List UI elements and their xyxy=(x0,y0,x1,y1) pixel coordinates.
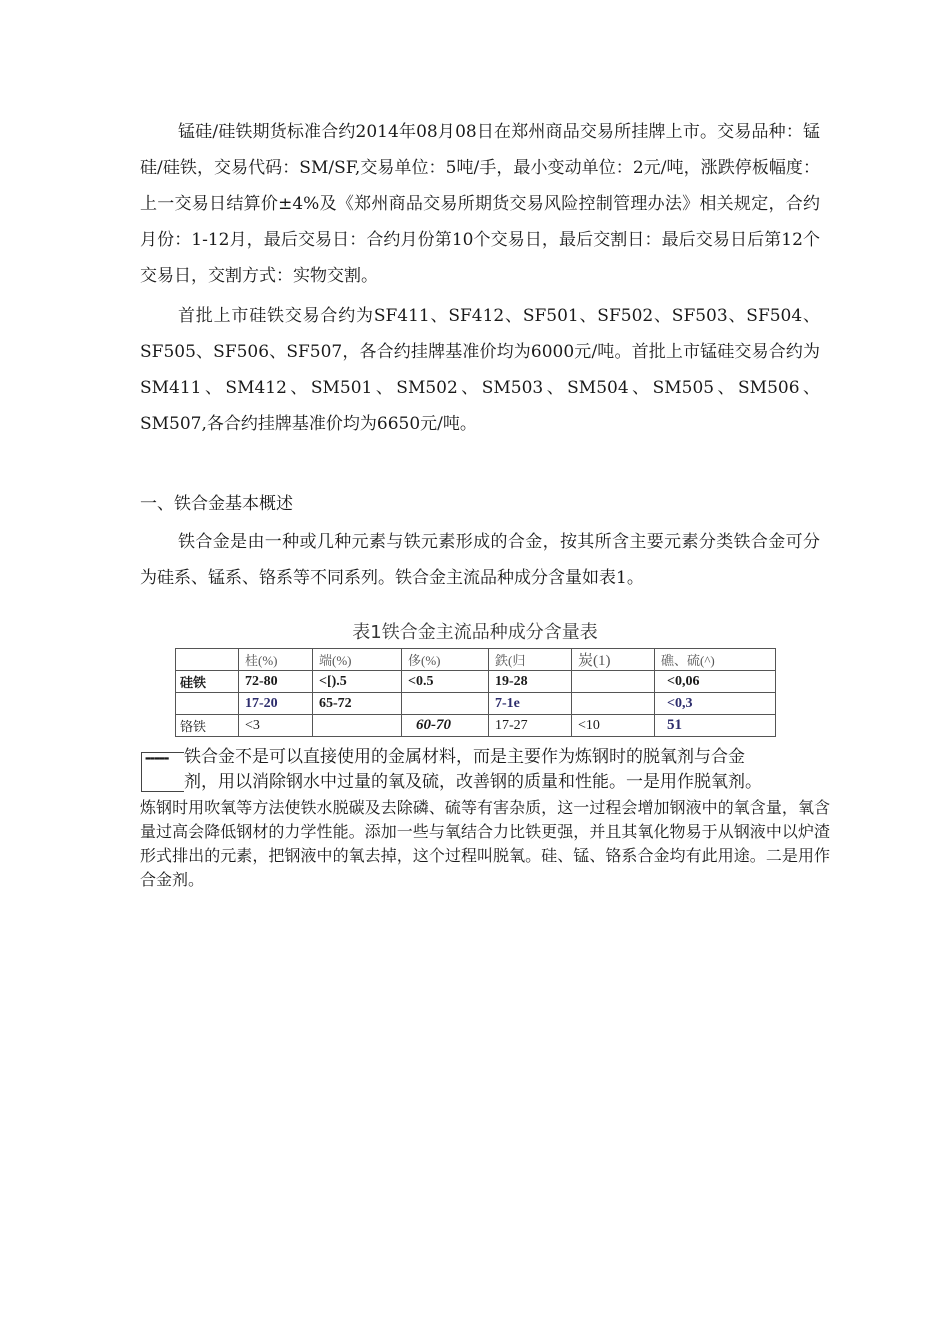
table-cell: <[).5 xyxy=(313,671,402,693)
table-cell xyxy=(402,693,489,715)
header-cell-si: 桂(%) xyxy=(239,649,313,671)
table-cell: 17-20 xyxy=(239,693,313,715)
row-label: 硅铁 xyxy=(176,671,239,693)
table-cell: 72-80 xyxy=(239,671,313,693)
usage-paragraph-line2: 剂，用以消除钢水中过量的氧及硫，改善钢的质量和性能。一是用作脱氧剂。 xyxy=(184,772,762,792)
text-box-marker xyxy=(141,752,184,792)
contract-paragraph: 锰硅/硅铁期货标准合约2014年08月08日在郑州商品交易所挂牌上市。交易品种：锰硅/硅铁，交易代码：SM/SF,交易单位：5吨/手，最小变动单位：2元/吨，涨跌停板幅度：上一交易日结算价±4%及《郑州商品交易所期货交易风险控制管理办法》相关规定，合约月份：1-12月，最后交易日：合约月份第10个交易日，最后交割日：最后交易日后第12个交易日，交割方式：实物交割。 xyxy=(140,122,820,286)
table-cell: <0,3 xyxy=(655,693,776,715)
table-cell: 7-1e xyxy=(489,693,572,715)
table-cell: 17-27 xyxy=(489,715,572,737)
table-header-row xyxy=(176,649,776,671)
header-cell-c: 炭(1) xyxy=(572,649,655,671)
table-cell: 51 xyxy=(655,715,776,737)
table-row xyxy=(176,671,776,693)
table-row xyxy=(176,693,776,715)
table-cell: 19-28 xyxy=(489,671,572,693)
box-mark-glyphs: ▬▬▬▬▬ xyxy=(145,755,169,762)
row-label: 铬铁 xyxy=(176,715,239,737)
usage-paragraph-body: 炼钢时用吹氧等方法使铁水脱碳及去除磷、硫等有害杂质，这一过程会增加钢液中的氧含量，氧含量过高会降低钢材的力学性能。添加一些与氧结合力比铁更强，并且其氧化物易于从钢液中以炉渣形式排出的元素，把钢液中的氧去掉，这个过程叫脱氧。硅、锰、铬系合金均有此用途。二是用作合金剂。 xyxy=(140,798,830,889)
header-cell-fe: 鉄(归 xyxy=(489,649,572,671)
table-row xyxy=(176,715,776,737)
table-cell xyxy=(572,693,655,715)
table-cell xyxy=(313,715,402,737)
table-cell: 65-72 xyxy=(313,693,402,715)
header-cell-cr: 侈(%) xyxy=(402,649,489,671)
section-heading: 一、铁合金基本概述 xyxy=(140,494,293,514)
table-cell xyxy=(572,671,655,693)
intro-paragraph: 铁合金是由一种或几种元素与铁元素形成的合金，按其所含主要元素分类铁合金可分为硅系、锰系、铬系等不同系列。铁合金主流品种成分含量如表1。 xyxy=(140,532,820,588)
table-cell: <10 xyxy=(572,715,655,737)
row-label xyxy=(176,693,239,715)
header-cell-0 xyxy=(176,649,239,671)
listing-paragraph: 首批上市硅铁交易合约为SF411、SF412、SF501、SF502、SF503、SF504、SF505、SF506、SF507，各合约挂牌基准价均为6000元/吨。首批上市锰硅交易合约为SM411、SM412、SM501、SM502、SM503、SM504、SM505、SM506、SM507,各合约挂牌基准价均为6650元/吨。 xyxy=(140,306,820,434)
header-cell-ps: 礁、硫(^) xyxy=(655,649,776,671)
table-cell: <0,06 xyxy=(655,671,776,693)
composition-table xyxy=(175,648,776,737)
table-cell: <0.5 xyxy=(402,671,489,693)
table-cell: 60-70 xyxy=(402,715,489,737)
table-cell: <3 xyxy=(239,715,313,737)
header-cell-mn: 端(%) xyxy=(313,649,402,671)
usage-paragraph-line1: 铁合金不是可以直接使用的金属材料，而是主要作为炼钢时的脱氧剂与合金 xyxy=(184,747,745,767)
table-title: 表1铁合金主流品种成分含量表 xyxy=(352,622,598,643)
